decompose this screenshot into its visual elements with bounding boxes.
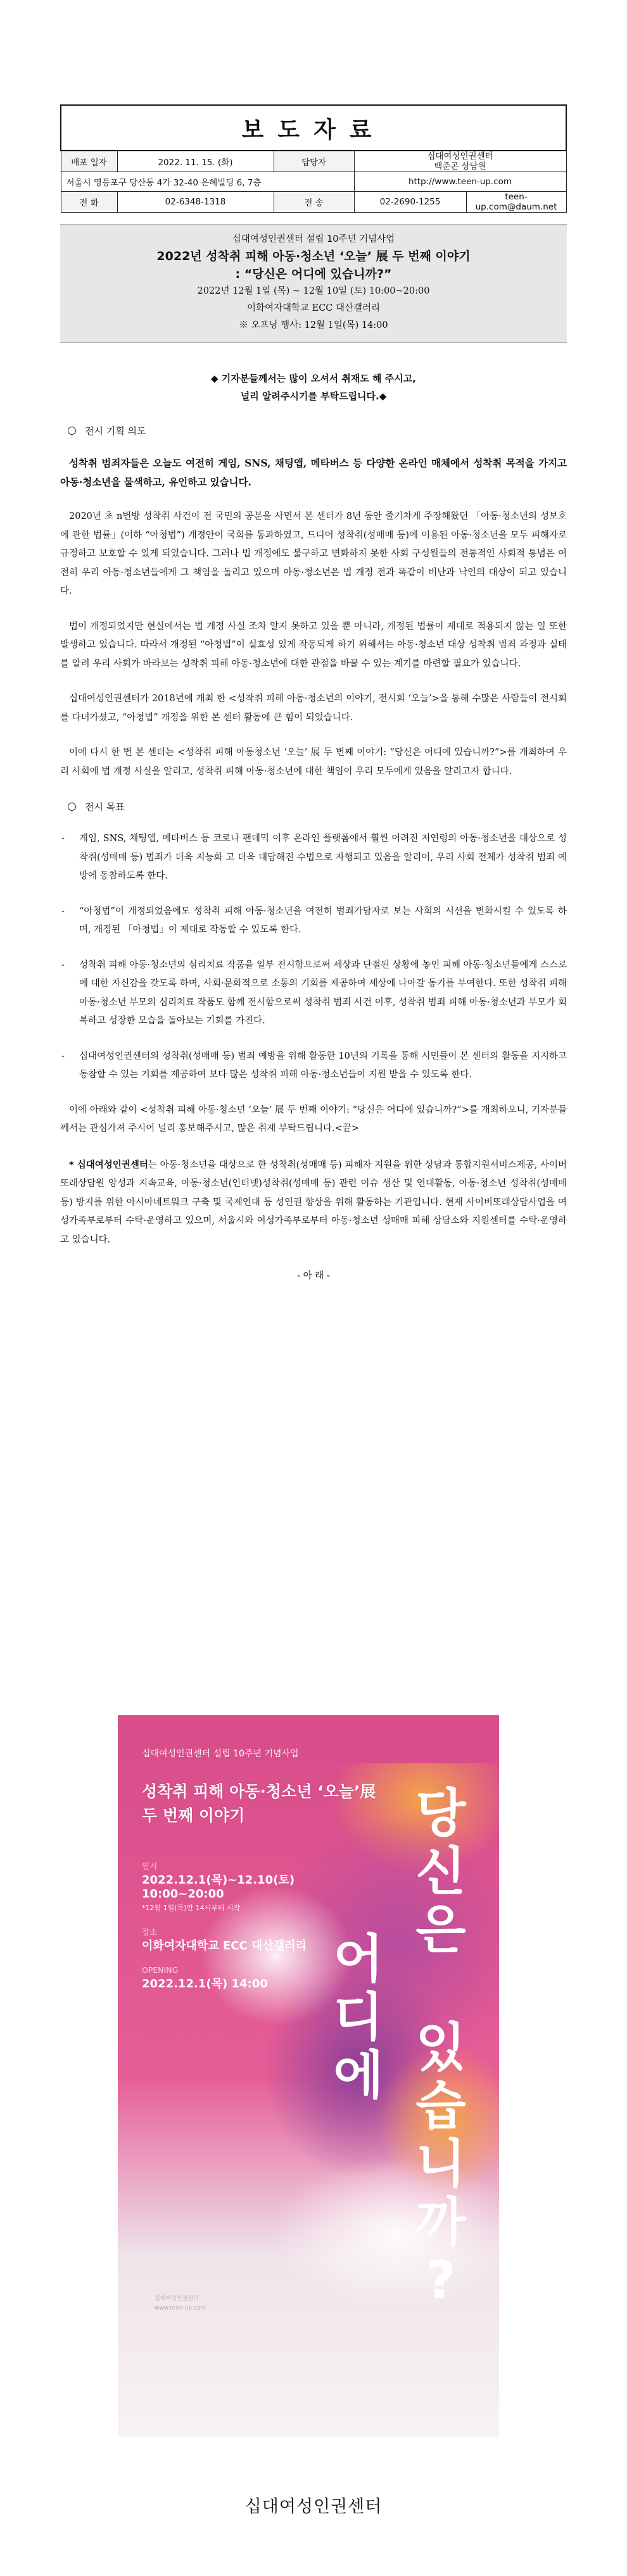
poster-col1-text: 당 신 은: [415, 1784, 466, 1960]
banner-venue: 이화여자대학교 ECC 대산갤러리: [246, 303, 381, 313]
org-name: 십대여성인권센터: [427, 151, 493, 161]
poster-col3-text: 있 습 니 까 ?: [415, 2018, 466, 2311]
page-title: 보도자료: [61, 105, 566, 151]
release-date: 2022. 11. 15. (화): [117, 151, 274, 172]
circle-bullet-icon: [68, 427, 76, 435]
poster-note: *12월 1일(목)만 14시부터 시작: [142, 1904, 241, 1912]
body-paragraph: 법이 개정되었지만 현실에서는 법 개정 사실 조차 알지 못하고 있을 뿐 아니라, 개정된 법률이 제대로 적용되지 않는 일 또한 발생하고 있습니다. 따라서 개정된 “아청법”이 실효성 있게 작동되게 하기 위해서는 아동·청소년 대상 성착취 범죄 과정과 실태를 알려 우리 사회가 바라보는 성착취 피해 아동·청소년에 대한 관점을 바꿀 수 있는 계기를 마련할 필요가 있습니다.: [60, 621, 567, 669]
manager-info: [354, 151, 566, 172]
body-paragraph: 십대여성인권센터가 2018년에 개최 한 <성착취 피해 아동·청소년의 이야기, 전시회 ‘오늘’>을 통해 수많은 사람들이 전시회를 다녀가셨고, “아청법” 개정을 위한 본 센터 활동에 큰 힘이 되었습니다.: [60, 694, 567, 723]
section-heading: [68, 424, 567, 437]
notice-line: 널리 알려주시기를 부탁드립니다.◆: [240, 391, 387, 402]
section-heading: [68, 800, 567, 813]
phone-label: 전 화: [61, 192, 117, 213]
release-label: 배포 일자: [61, 151, 117, 172]
website: http://www.teen-up.com: [354, 172, 566, 192]
poster-subtitle: [142, 1780, 376, 1828]
press-release: [60, 104, 567, 1282]
banner-title: 2022년 성착취 피해 아동·청소년 ‘오늘’ 展 두 번째 이야기: [156, 249, 471, 263]
list-item: - 성착취 피해 아동·청소년의 심리치료 작품을 일부 전시함으로써 세상과 단절된 상황에 놓인 피해 아동·청소년들에게 스스로에 대한 자신감을 갖도록 하며, 사회·문화적으로 소통의 기회를 제공하여 세상에 나아갈 동기를 부여한다. 또한 성착취 피해 아동·청소년 부모의 심리치료 작품도 함께 전시함으로써 성착취 범죄 사건 이후, 성착취 범죄 피해 아동·청소년과 부모가 회복하고 성장한 모습을 돌아보는 기회를 가진다.: [60, 956, 567, 1031]
goals-list: [60, 830, 567, 1085]
section-title: 전시 목표: [85, 801, 125, 813]
poster-opening-label: OPENING: [142, 1965, 179, 1975]
manager-label: 담당자: [274, 151, 354, 172]
event-banner: [60, 224, 567, 343]
poster-footer: [155, 2294, 206, 2313]
poster-vertical-col3: [406, 2019, 476, 2310]
circle-bullet-icon: [68, 803, 76, 811]
email: teen-up.com@daum.net: [466, 192, 566, 213]
poster-small-header: 십대여성인권센터 설립 10주년 기념사업: [142, 1749, 299, 1759]
notice-line: ◆ 기자분들께서는 많이 오셔서 취재도 해 주시고,: [211, 373, 416, 384]
poster-footer-org: 십대여성인권센터: [155, 2296, 199, 2302]
poster-dates: 2022.12.1(목)~12.10(토): [142, 1873, 295, 1887]
poster-venue: 이화여자대학교 ECC 대산갤러리: [142, 1939, 307, 1953]
list-item: - “아청법”이 개정되었음에도 성착취 피해 아동·청소년을 여전히 범죄가담자로 보는 사회의 시선을 변화시킬 수 있도록 하며, 개정된 「아청법」이 제대로 작동할 수 있도록 한다.: [60, 903, 567, 940]
about-org-text: 는 아동·청소년을 대상으로 한 성착취(성매매 등) 피해자 지원을 위한 상담과 통합지원서비스제공, 사이버또래상담원 양성과 지속교육, 아동·청소년(인터넷)성착취(성매매 등) 관련 이슈 생산 및 연대활동, 아동·청소년 성착취(성매매 등) 방지를 위한 아시아네트워크 구축 및 국제연대 등 성인권 향상을 위해 활동하는 기관입니다. 현재 사이버또래상담사업을 여성가족부로부터 수탁·운영하고 있으며, 서울시와 여성가족부로부터 아동·청소년 성매매 피해 상담소와 지원센터를 수탁·운영하고 있습니다.: [60, 1160, 567, 1245]
banner-sup: 십대여성인권센터 설립 10주년 기념사업: [232, 234, 395, 244]
poster-subtitle-line: 성착취 피해 아동·청소년 ‘오늘’展: [142, 1782, 376, 1801]
banner-dates: 2022년 12월 1일 (목) ~ 12월 10일 (토) 10:00~20:00: [197, 286, 430, 296]
poster-col2-text: 어 디 에: [333, 1929, 384, 2106]
banner-opening: ※ 오프닝 행사: 12월 1일(목) 14:00: [239, 320, 388, 330]
header-table: [60, 104, 567, 213]
list-item: - 십대여성인권센터의 성착취(성매매 등) 범죄 예방을 위해 활동한 10년의 기록을 통해 시민들이 본 센터의 활동을 지지하고 동참할 수 있는 기회를 제공하여 보다 많은 성착취 피해 아동·청소년들이 지원 받을 수 있도록 한다.: [60, 1047, 567, 1085]
poster-vertical-col2: [324, 1930, 393, 2105]
poster-hours: 10:00~20:00: [142, 1887, 224, 1901]
fax: 02-2690-1255: [354, 192, 466, 213]
list-item: - 게임, SNS, 채팅앱, 메타버스 등 코로나 팬데믹 이후 온라인 플랫폼에서 훨씬 어려진 저연령의 아동·청소년을 대상으로 성착취(성매매 등) 범죄가 더욱 지능화 고 더욱 대담해진 수법으로 자행되고 있음을 알리어, 우리 사회 전체가 성착취 범죄 예방에 동참하도록 한다.: [60, 830, 567, 886]
poster-info: [142, 1860, 307, 1991]
about-org: [60, 1156, 567, 1250]
section-title: 전시 기획 의도: [85, 425, 146, 437]
about-org-name: * 십대여성인권센터: [69, 1160, 148, 1170]
fax-label: 전 송: [274, 192, 354, 213]
lead-paragraph: 성착취 범죄자들은 오늘도 여전히 게임, SNS, 채팅앱, 메타버스 등 다양한 온라인 매체에서 성착취 목적을 가지고 아동·청소년을 물색하고, 유인하고 있습니다.: [60, 457, 567, 488]
poster-venue-label: 장소: [142, 1927, 158, 1937]
body-paragraph: 2020년 초 n번방 성착취 사건이 전 국민의 공분을 사면서 본 센터가 8년 동안 줄기차게 주장해왔던 「아동·청소년의 성보호에 관한 법률」(이하 “아청법”) 개정안이 국회를 통과하였고, 드디어 성착취(성매매 등)에 이용된 아동·청소년을 모두 피해자로 규정하고 보호할 수 있게 되었습니다. 그러나 법 개정에도 불구하고 변화하지 못한 사회 구성원들의 전통적인 사회적 통념은 여전히 우리 아동·청소년들에게 그 책임을 돌리고 있으며 아동·청소년은 법 개정 전과 똑같이 비난과 낙인의 대상이 되고 있습니다.: [60, 511, 567, 596]
banner-subtitle: : “당신은 어디에 있습니까?”: [235, 267, 392, 281]
phone: 02-6348-1318: [117, 192, 274, 213]
body-paragraph: 이에 다시 한 번 본 센터는 <성착취 피해 아동청소년 ‘오늘’ 展 두 번째 이야기: “당신은 어디에 있습니까?”>를 개최하여 우리 사회에 법 개정 사실을 알리고, 성착취 피해 아동·청소년에 대한 책임이 우리 모두에게 있음을 알리고자 합니다.: [60, 747, 567, 777]
poster-opening: 2022.12.1(목) 14:00: [142, 1977, 268, 1991]
exhibition-poster: [118, 1715, 499, 2437]
poster-vertical-col1: [406, 1785, 476, 1960]
closing-paragraph: 이에 아래와 같이 <성착취 피해 아동·청소년 ‘오늘’ 展 두 번째 이야기: “당신은 어디에 있습니까?”>를 개최하오니, 기자분들께서는 관심가져 주시어 널리 홍보해주시고, 많은 취재 부탁드립니다.<끝>: [60, 1104, 567, 1134]
press-notice: [60, 370, 567, 405]
manager-name: 백준곤 상담원: [434, 161, 486, 172]
poster-date-label: 일시: [142, 1861, 158, 1871]
poster-footer-web: www.teen-up.com: [155, 2305, 206, 2311]
signature: 십대여성인권센터: [244, 2497, 383, 2517]
poster-subtitle-line: 두 번째 이야기: [142, 1806, 245, 1825]
address: 서울시 영등포구 당산동 4가 32-40 은혜빌딩 6, 7층: [61, 172, 354, 192]
below-label: - 아 래 -: [297, 1271, 330, 1281]
